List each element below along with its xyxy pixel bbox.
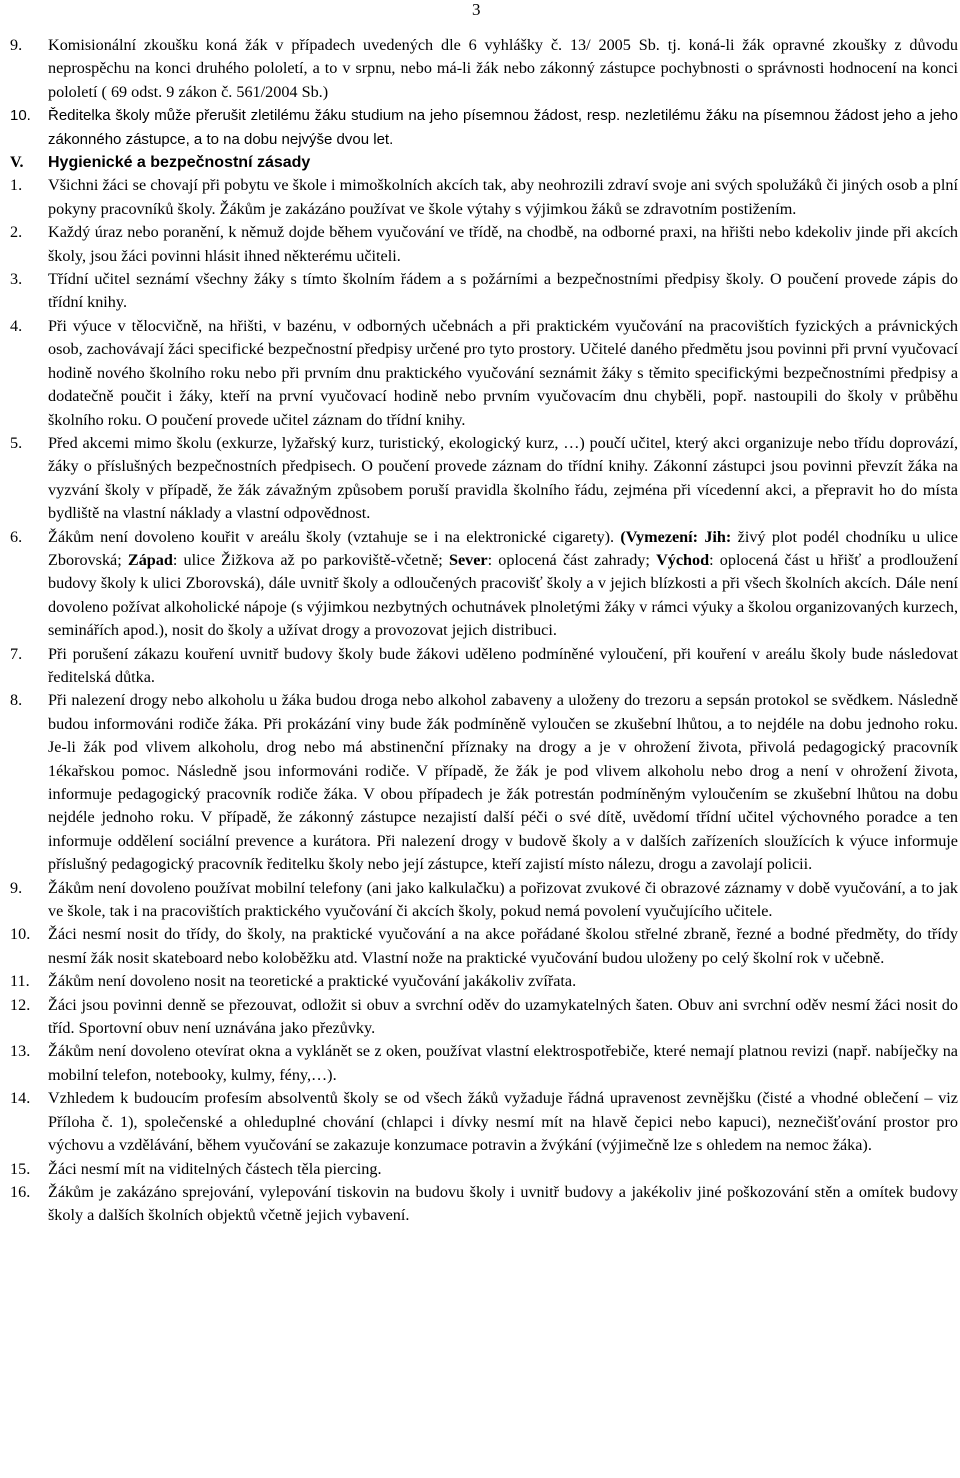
- item-number: 9.: [10, 878, 23, 897]
- list-item: [10, 1040, 958, 1087]
- item-number: 6.: [10, 527, 23, 546]
- item-number: 2.: [10, 223, 23, 242]
- item-number: 10.: [10, 925, 31, 944]
- item-text: [48, 528, 958, 640]
- item-text: Před akcemi mimo školu (exkurze, lyžařský kurz, turistický, ekologický kurz, …) poučí učitel, který akci organizuje nebo třídu doprovází, žáky o příslušných bezpečnostních předpisech. O poučení provede záznam do třídní knihy. Zákonní zástupci jsou povinni převzít žáka na vyzvání školy v případě, že žák závažným způsobem poruší pravidla školního řádu, zejména při vícedenní akci, a přepravit ho do místa bydliště na vlastní náklady a vlastní odpovědnost.: [48, 433, 958, 523]
- list-item: [10, 174, 958, 221]
- item-text-part: : oplocená část zahrady;: [487, 550, 657, 569]
- item-number: 15.: [10, 1159, 31, 1178]
- list-item: [10, 877, 958, 924]
- item-text: Při porušení zákazu kouření uvnitř budovy školy bude žákovi uděleno podmíněné vyloučení, při kouření v areálu školy bude následovat ředitelská důtka.: [48, 644, 958, 686]
- item-text-bold: Západ: [127, 550, 173, 569]
- item-number: 9.: [10, 36, 23, 54]
- list-item: [10, 970, 958, 993]
- section-title: Hygienické a bezpečnostní zásady: [48, 154, 311, 172]
- list-item: [10, 34, 958, 104]
- item-number: 14.: [10, 1089, 31, 1108]
- page-number: 3: [472, 0, 481, 19]
- item-text: Při výuce v tělocvičně, na hřišti, v bazénu, v odborných učebnách a při praktickém vyučování na pracovištích fyzických a právnických osob, zachovávají žáci specifické bezpečnostní předpisy určené pro tyto prostory. Učitelé daného předmětu jsou povinni při první vyučovací hodině nového školního roku nebo při prvním dnu praktického vyučování seznámit žáky s těmito specifickými bezpečnostními předpisy a dodatečně poučit i žáky, kteří na první vyučovací hodině nebo prvním vyučovacím dnu chyběli, popř. nastoupili do školy v průběhu školního roku. O poučení provede učitel záznam do třídní knihy.: [48, 316, 958, 429]
- item-text: Žákům není dovoleno používat mobilní telefony (ani jako kalkulačku) a pořizovat zvukové či obrazové záznamy v době vyučování, a to jak ve škole, tak i na pracovištích praktického vyučování či akcích školy, pokud nemá povolení vyučujícího učitele.: [48, 878, 958, 921]
- item-number: 8.: [10, 691, 23, 710]
- item-text: Žákům je zakázáno sprejování, vylepování tiskovin na budovu školy i uvnitř budovy a jakékoliv jiné poškozování stěn a omítek budovy školy a dalších školních objektů včetně jejich vybavení.: [48, 1182, 958, 1225]
- list-item: [10, 315, 958, 432]
- item-text-part: živý plot podél chodníku u ulice Zborovská;: [48, 527, 958, 569]
- item-number: 3.: [10, 270, 23, 289]
- list-item: [10, 1158, 958, 1181]
- item-text: Komisionální zkoušku koná žák v případech uvedených dle 6 vyhlášky č. 13/ 2005 Sb. tj. koná-li žák opravné zkoušky z důvodu neprospěchu na konci druhého pololetí, a to v srpnu, nebo má-li žák nebo zákonný zástupce pochybnosti o správnosti hodnocení na konci pololetí ( 69 odst. 9 zákon č. 561/2004 Sb.): [48, 36, 958, 101]
- item-text: Při nalezení drogy nebo alkoholu u žáka budou droga nebo alkohol zabaveny a uloženy do trezoru a sepsán protokol se svědkem. Následně budou informováni rodiče žáka. Při prokázání viny bude žák podmíněně vyloučen se zkušební lhůtou, a to nejdéle na dobu jednoho roku. Je-li žák pod vlivem alkoholu, drog nebo má abstinenční příznaky na drogy a je v ohrožení života, přivolá pedagogický pracovník 1ékařskou pomoc. Následně jsou informováni rodiče. V případě, že žák je pod vlivem alkoholu nebo drog a není v ohrožení života, informuje pedagogický pracovník rodiče žáka. V obou případech je žák potrestán podmíněným vyloučením se zkušební lhůtou na dobu nejdéle jednoho roku. V případě, že zákonný zástupce nezajistí další péči o své dítě, uvědomí třídní učitel výchovného poradce a ten informuje oddělení sociální prevence a kurátora. Při nalezení drogy v budově školy a v dalších zařízeních sloužících k výuce informuje příslušný pedagogický pracovník ředitelku školy nebo její zástupce, kteří zajistí místo nálezu, drogu a zavolají policii.: [48, 691, 958, 874]
- item-text: Žáci nesmí mít na viditelných částech těla piercing.: [48, 1159, 382, 1178]
- list-item: [10, 221, 958, 268]
- item-text: Třídní učitel seznámí všechny žáky s tímto školním řádem a s požárními a bezpečnostními předpisy školy. O poučení provede zápis do třídní knihy.: [48, 270, 958, 312]
- section-heading: [10, 151, 958, 174]
- list-item: [10, 1181, 958, 1228]
- item-text: Všichni žáci se chovají při pobytu ve škole i mimoškolních akcích tak, aby neohrozili zdraví svoje ani svých spolužáků či jiných osob a plní pokyny pracovníků školy. Žákům je zakázáno používat ve škole výtahy s výjimkou žáků se zdravotním postižením.: [48, 176, 958, 218]
- item-number: 1.: [10, 176, 23, 195]
- item-text: Žáci nesmí nosit do třídy, do školy, na praktické vyučování a na akce pořádané školou střelné zbraně, řezné a bodné předměty, do třídy nesmí žák nosit skateboard nebo koloběžku atd. Vlastní nože na praktické vyučování budou uloženy po celý školní rok v učebně.: [48, 925, 958, 967]
- item-text-bold: Východ: [656, 550, 710, 569]
- item-number: 12.: [10, 995, 31, 1014]
- list-item: [10, 643, 958, 690]
- document-body: [10, 34, 958, 1228]
- section-number: V.: [10, 154, 24, 172]
- list-item: [10, 432, 958, 526]
- item-number: 16.: [10, 1182, 31, 1201]
- item-text: Žáci jsou povinni denně se přezouvat, odložit si obuv a svrchní oděv do uzamykatelných šaten. Obuv ani svrchní oděv nesmí žáci nosit do tříd. Sportovní obuv není uznávána jako přezůvky.: [48, 995, 958, 1038]
- item-text: Žákům není dovoleno nosit na teoretické a praktické vyučování jakákoliv zvířata.: [48, 972, 577, 991]
- list-item: [10, 104, 958, 151]
- item-number: 4.: [10, 316, 23, 335]
- item-number: 11.: [10, 972, 30, 991]
- item-text-part: Žákům není dovoleno kouřit v areálu školy (vztahuje se i na elektronické cigarety).: [48, 527, 621, 546]
- item-number: 7.: [10, 644, 23, 663]
- item-text: Každý úraz nebo poranění, k němuž dojde během vyučování ve třídě, na chodbě, na odborné praxi, na hřišti nebo kdekoliv jinde při akcích školy, jsou žáci povinni hlásit ihned některému učiteli.: [48, 223, 958, 265]
- list-item: [10, 526, 958, 643]
- list-item: [10, 1087, 958, 1157]
- item-text-bold: Sever: [448, 550, 488, 569]
- item-text: Vzhledem k budoucím profesím absolventů školy se od všech žáků vyžaduje řádná upravenost zevnějšku (čisté a vhodné oblečení – viz Příloha č. 1), společenské a ohleduplné chování (chlapci i dívky nesmí mít na hlavě čepici nebo kapuci), neznečišťování prostor pro výchovu a vzdělávání, během vyučování se zakazuje konzumace potravin a žvýkání (výjimečně lze s ohledem na nemoc žáka).: [48, 1089, 958, 1155]
- list-item: [10, 689, 958, 876]
- item-text: Ředitelka školy může přerušit zletilému žáku studium na jeho písemnou žádost, resp. nezletilému žáku na písemnou žádost jeho a jeho zákonného zástupce, a to na dobu nejvýše dvou let.: [48, 107, 958, 148]
- item-text: Žákům není dovoleno otevírat okna a vyklánět se z oken, používat vlastní elektrospotřebiče, které nemají platnou revizi (např. nabíječky na mobilní telefon, notebooky, kulmy, fény,…).: [48, 1042, 958, 1084]
- item-number: 13.: [10, 1042, 31, 1061]
- list-item: [10, 268, 958, 315]
- item-number: 5.: [10, 433, 23, 452]
- item-number: 10.: [10, 107, 31, 125]
- list-item: [10, 994, 958, 1041]
- item-text-part: : oplocená část u hřišť a prodloužení budovy školy k ulici Zborovská), dále uvnitř školy a odloučených pracovišť školy a v jejich blízkosti a při všech školních akcích. Dále není dovoleno požívat alkoholické nápoje (s výjimkou nezbytných ochutnávek plnoletými žáky v rámci výuky a školou organizovaných kurzech, seminářích apod.), nosit do školy a užívat drogy a provozovat jejich distribuci.: [48, 550, 958, 640]
- item-text-bold: (Vymezení: Jih:: [620, 527, 732, 546]
- list-item: [10, 923, 958, 970]
- item-text-part: : ulice Žižkova až po parkoviště-včetně;: [172, 550, 449, 569]
